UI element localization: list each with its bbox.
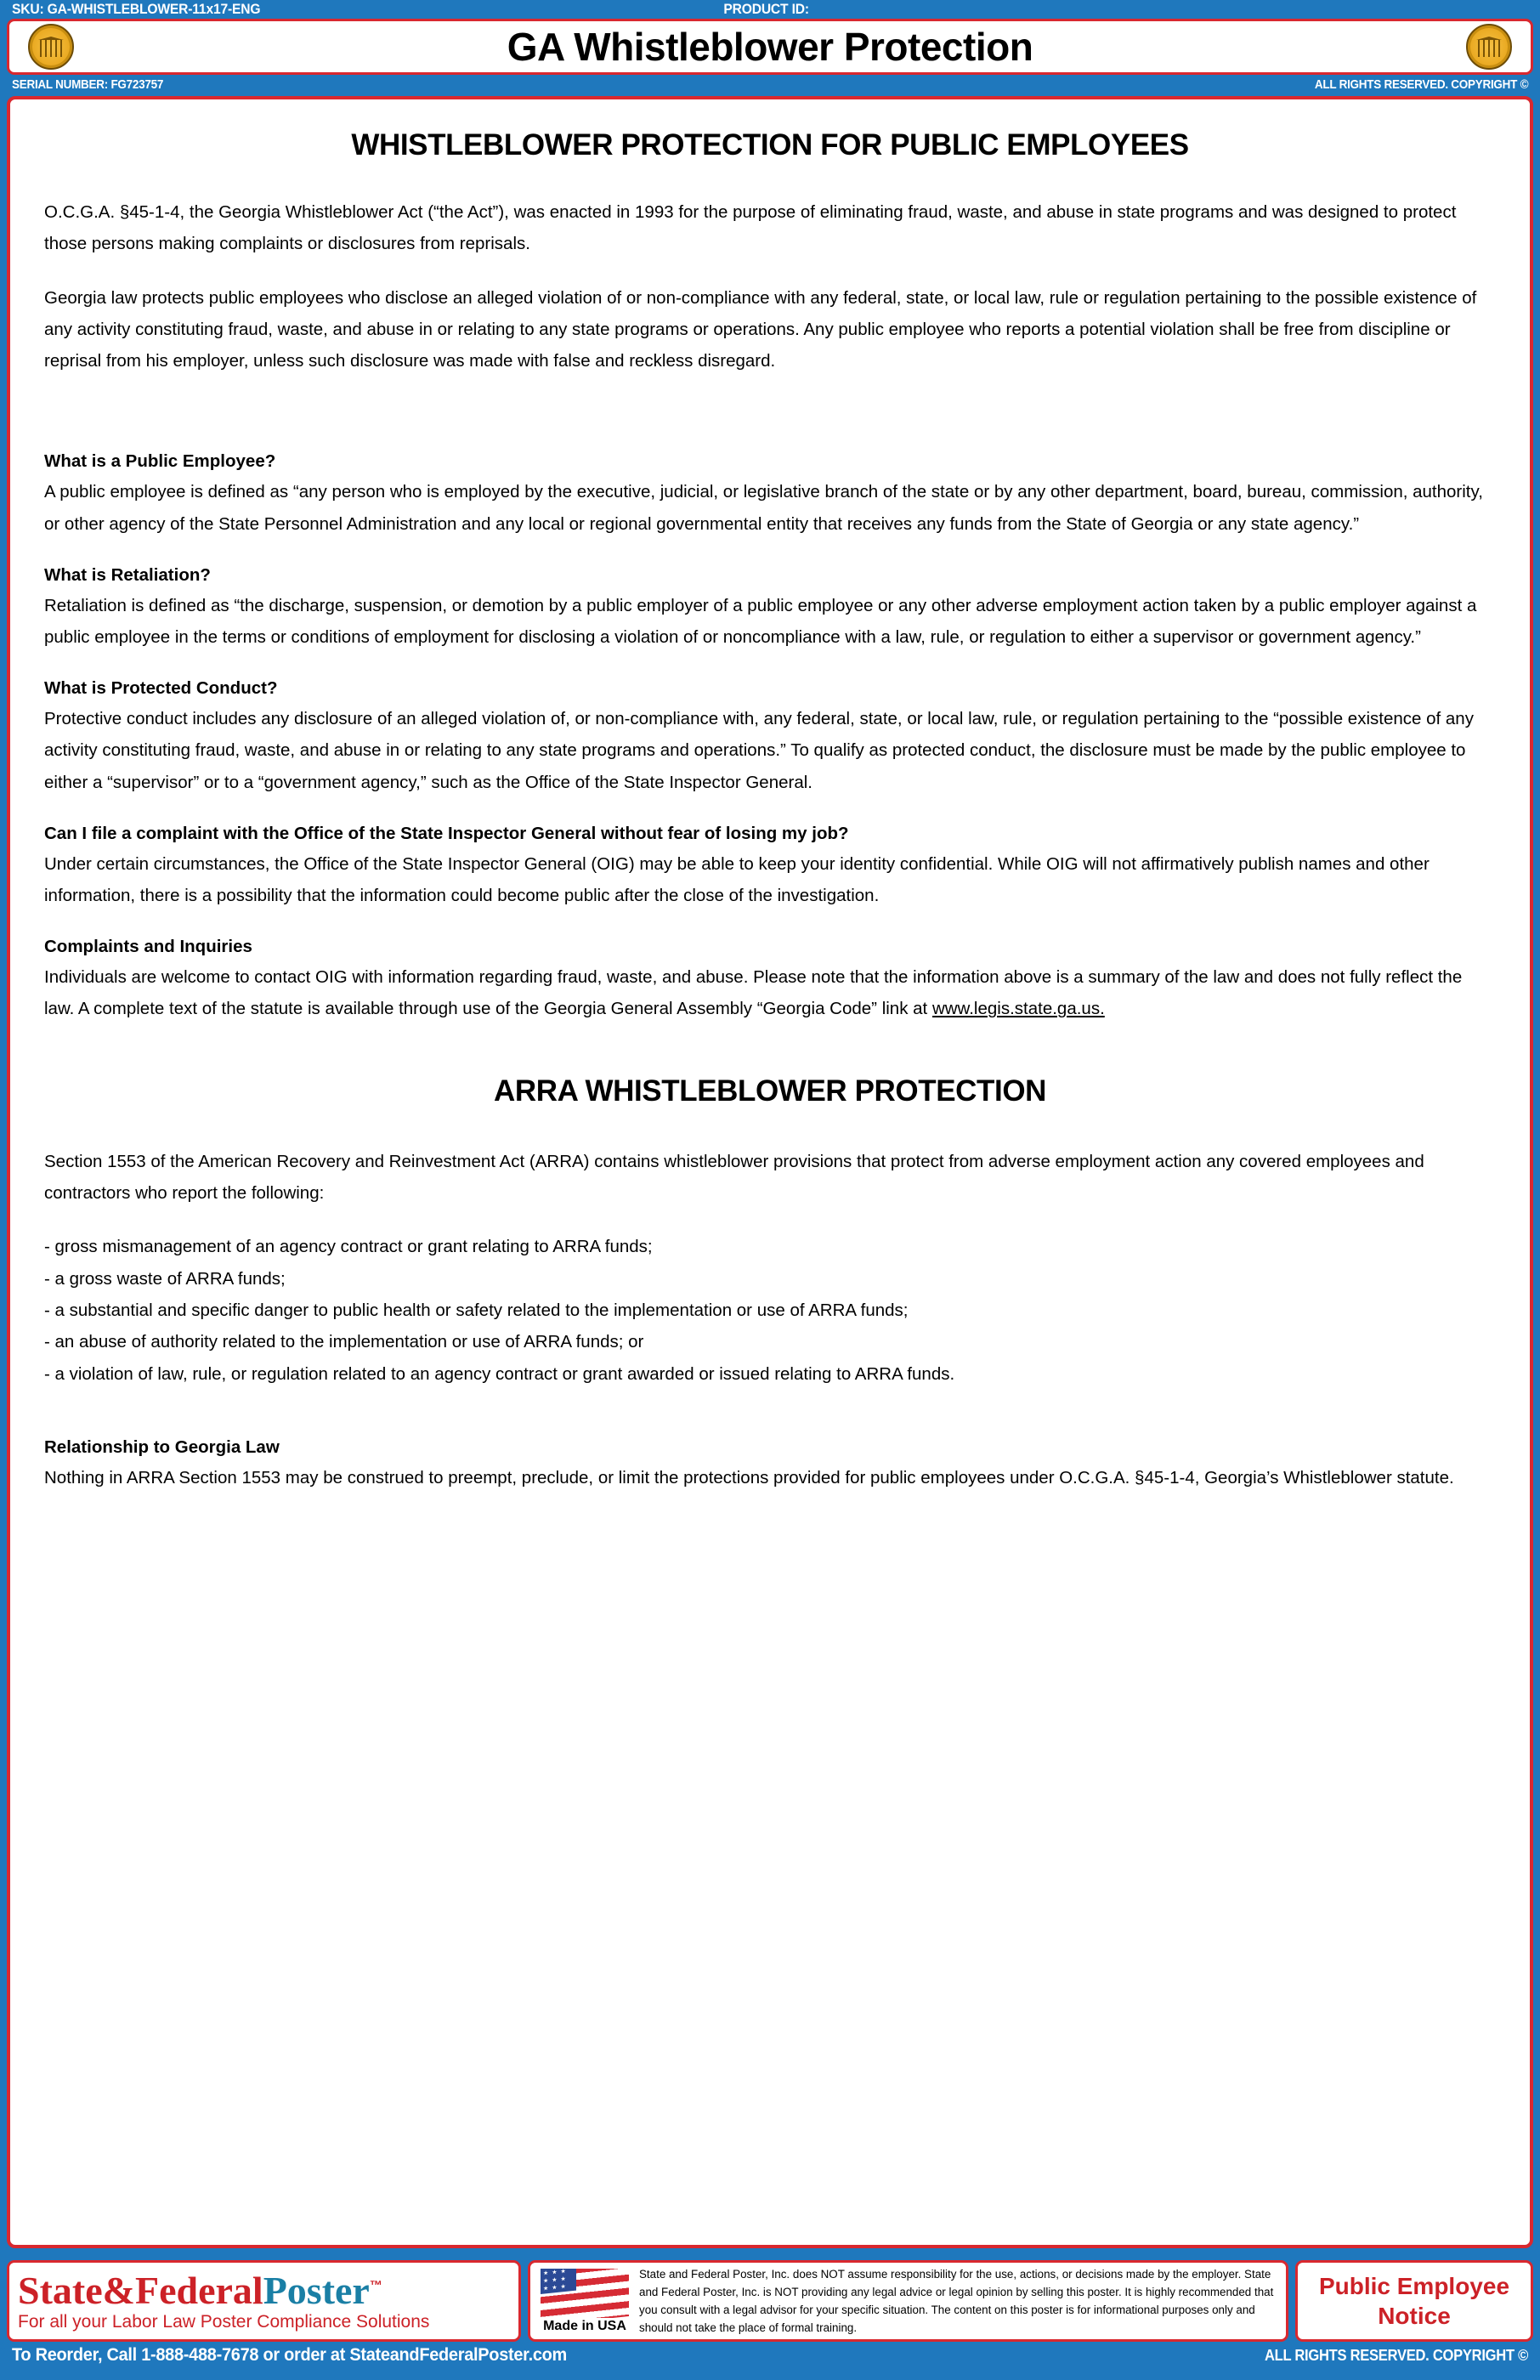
serial-number-label: SERIAL NUMBER: FG723757 xyxy=(12,76,164,92)
bottom-copyright-label: ALL RIGHTS RESERVED. COPYRIGHT © xyxy=(1264,2346,1528,2364)
list-item: - a gross waste of ARRA funds; xyxy=(44,1268,286,1289)
qa-answer: Retaliation is defined as “the discharge, suspension, or demotion by a public employer of a public employee or any other adverse employment action taken by a public employer against a public employee in the terms or conditions of employment for disclosing a violation of or noncompliance with a law, rule, or regulation to either a supervisor or government agency.” xyxy=(44,595,1477,647)
brand-poster-text: Poster xyxy=(263,2269,370,2312)
brand-logo xyxy=(18,2271,510,2310)
list-item: - an abuse of authority related to the implementation or use of ARRA funds; or xyxy=(44,1332,644,1352)
qa-public-employee xyxy=(44,448,1496,539)
brand-ampersand: & xyxy=(102,2269,135,2312)
relationship-to-georgia-law xyxy=(44,1434,1496,1493)
georgia-state-seal-icon xyxy=(28,24,74,70)
qa-question: What is Protected Conduct? xyxy=(44,678,278,699)
serial-bar xyxy=(0,75,1540,94)
section-title-arra: ARRA WHISTLEBLOWER PROTECTION xyxy=(493,1074,1047,1108)
section-title-whistleblower: WHISTLEBLOWER PROTECTION FOR PUBLIC EMPLOYEES xyxy=(351,128,1189,162)
georgia-state-seal-icon xyxy=(1466,24,1512,70)
disclaimer-box xyxy=(528,2260,1288,2342)
qa-answer: Under certain circumstances, the Office of the State Inspector General (OIG) may be able to keep your identity confidential. While OIG will not affirmatively publish names and other information, there is a possibility that the information could become public after the close of the investigation. xyxy=(44,853,1430,906)
relationship-text: Nothing in ARRA Section 1553 may be construed to preempt, preclude, or limit the protections provided for public employees under O.C.G.A. §45-1-4, Georgia’s Whistleblower statute. xyxy=(44,1467,1454,1488)
relationship-heading: Relationship to Georgia Law xyxy=(44,1436,280,1457)
brand-tagline: For all your Labor Law Poster Compliance Solutions xyxy=(18,2312,430,2332)
poster-title-band xyxy=(7,19,1533,75)
spacer xyxy=(44,399,1496,448)
qa-retaliation xyxy=(44,562,1496,653)
qa-question: Can I file a complaint with the Office of the State Inspector General without fear of losing my job? xyxy=(44,823,849,843)
list-item: - a violation of law, rule, or regulation related to an agency contract or grant awarded or issued relating to ARRA funds. xyxy=(44,1363,955,1384)
notice-label xyxy=(1319,2271,1509,2331)
flag-canton xyxy=(541,2269,576,2294)
reorder-info: To Reorder, Call 1-888-488-7678 or order at StateandFederalPoster.com xyxy=(12,2345,567,2365)
complaints-and-inquiries xyxy=(44,933,1496,1024)
notice-line-2: Notice xyxy=(1378,2303,1451,2329)
qa-protected-conduct xyxy=(44,675,1496,798)
bottom-bar xyxy=(0,2344,1540,2366)
brand-federal-text: Federal xyxy=(134,2269,263,2312)
notice-line-1: Public Employee xyxy=(1318,2273,1510,2299)
qa-file-complaint-oig xyxy=(44,820,1496,911)
product-id-label: PRODUCT ID: xyxy=(723,1,809,17)
intro-paragraph-2: Georgia law protects public employees who disclose an alleged violation of or non-compliance with any federal, state, or local law, rule or regulation pertaining to the possible existence of any activity constituting fraud, waste, and abuse in or relating to any state programs or operations. Any public employee who reports a potential violation shall be free from discipline or reprisal from his employer, unless such disclosure was made with false and reckless disregard. xyxy=(44,287,1477,371)
legis-state-ga-us-link[interactable]: www.legis.state.ga.us. xyxy=(931,999,1105,1019)
made-in-usa-label: Made in USA xyxy=(543,2318,626,2333)
qa-answer: A public employee is defined as “any person who is employed by the executive, judicial, or legislative branch of the state or by any other department, board, bureau, commission, authority, or other agency of the State Personnel Administration and any local or regional governmental entity that receives any funds from the State of Georgia or any state agency.” xyxy=(44,482,1483,534)
list-item: - a substantial and specific danger to public health or safety related to the implementation or use of ARRA funds; xyxy=(44,1300,909,1320)
complaints-heading: Complaints and Inquiries xyxy=(44,937,252,957)
qa-answer: Protective conduct includes any disclosure of an alleged violation of, or non-compliance with, any federal, state, or local law, rule, or regulation pertaining to the “possible existence of any activity constituting fraud, waste, and abuse in or relating to any state programs and operations.” To qualify as protected conduct, the disclosure must be made by the public employee to either a “supervisor” or to a “government agency,” such as the Office of the State Inspector General. xyxy=(44,709,1474,792)
intro-paragraph-1: O.C.G.A. §45-1-4, the Georgia Whistleblower Act (“the Act”), was enacted in 1993 for the purpose of eliminating fraud, waste, and abuse in state programs and was designed to protect those persons making complaints or disclosures from reprisals. xyxy=(44,202,1457,254)
spacer xyxy=(44,1390,1496,1412)
made-in-usa-block xyxy=(537,2269,632,2334)
public-employee-notice-box xyxy=(1295,2260,1533,2342)
qa-question: What is a Public Employee? xyxy=(44,451,276,472)
complaints-body: Individuals are welcome to contact OIG with information regarding fraud, waste, and abuse. Please note that the information above is a summary of the law and does not fully reflect the law. A complete text of the statute is available through use of the Georgia General Assembly “Georgia Code” link at xyxy=(44,967,1463,1019)
poster-title: GA Whistleblower Protection xyxy=(507,25,1033,69)
disclaimer-text: State and Federal Poster, Inc. does NOT assume responsibility for the use, actions, or decisions made by the employer. State and Federal Poster, Inc. is NOT providing any legal advice or legal opinion by selling this poster. It is highly recommended that you consult with a legal advisor for your specific situation. The content on this poster is for informational purposes only and should not take the place of formal training. xyxy=(639,2267,1274,2335)
complaints-text xyxy=(44,961,1496,1025)
sku-label: SKU: GA-WHISTLEBLOWER-11x17-ENG xyxy=(12,1,261,17)
arra-bullet-list xyxy=(44,1231,1496,1389)
qa-question: What is Retaliation? xyxy=(44,564,211,585)
copyright-label: ALL RIGHTS RESERVED. COPYRIGHT © xyxy=(1314,76,1528,92)
brand-state-text: State xyxy=(18,2269,103,2312)
brand-logo-box xyxy=(7,2260,521,2342)
top-meta-bar xyxy=(0,0,1540,19)
arra-intro-paragraph: Section 1553 of the American Recovery and Reinvestment Act (ARRA) contains whistleblower provisions that protect from adverse employment action any covered employees and contractors who report the following: xyxy=(44,1151,1424,1204)
poster-body xyxy=(7,96,1533,2248)
footer-row xyxy=(7,2260,1533,2342)
usa-flag-icon xyxy=(541,2269,629,2318)
trademark-icon: ™ xyxy=(369,2278,382,2293)
list-item: - gross mismanagement of an agency contract or grant relating to ARRA funds; xyxy=(44,1237,653,1257)
